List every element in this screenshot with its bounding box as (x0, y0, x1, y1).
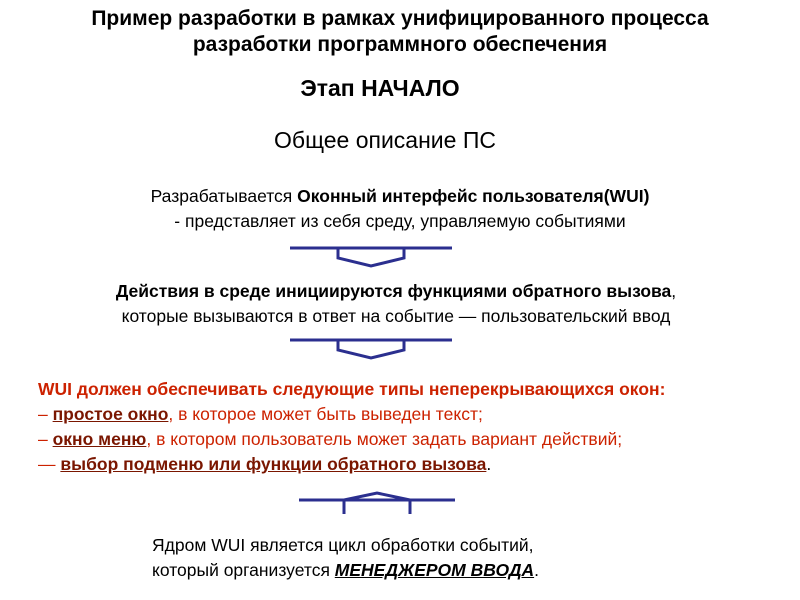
menu-window-term: окно меню (52, 429, 147, 449)
page-title (0, 6, 800, 58)
input-manager-line-2: который организуется МЕНЕДЖЕРОМ ВВОДА. (152, 560, 539, 580)
submenu-term: выбор подменю или функции обратного вызова (60, 454, 487, 474)
input-manager-text (152, 533, 712, 583)
wui-intro-line-1: Разрабатывается Оконный интерфейс пользователя(WUI) (150, 186, 650, 206)
title-line-2: разработки программного обеспечения (192, 33, 608, 56)
wui-intro-text (0, 184, 800, 234)
stage-heading: Этап НАЧАЛО (300, 75, 460, 101)
list-item: – простое окно, в которое может быть выведен текст; (38, 404, 483, 424)
wui-intro-line-2: - представляет из себя среду, управляемую событиями (174, 211, 626, 231)
window-types-list (38, 377, 778, 477)
wui-term: Оконный интерфейс пользователя(WUI) (297, 186, 650, 206)
title-line-1: Пример разработки в рамках унифицированного процесса (91, 7, 709, 30)
list-item: — выбор подменю или функции обратного вызова. (38, 454, 492, 474)
arrow-down-icon (290, 246, 452, 268)
arrow-down-icon (290, 338, 452, 360)
input-manager-line-1: Ядром WUI является цикл обработки событий, (152, 535, 534, 555)
description-heading: Общее описание ПС (274, 127, 496, 153)
simple-window-term: простое окно (52, 404, 169, 424)
window-types-heading: WUI должен обеспечивать следующие типы неперекрывающихся окон: (38, 379, 666, 399)
callback-text (0, 279, 792, 329)
callback-line-2: которые вызываются в ответ на событие — пользовательский ввод (121, 306, 671, 326)
list-item: – окно меню, в котором пользователь может задать вариант действий; (38, 429, 623, 449)
callback-line-1: Действия в среде инициируются функциями обратного вызова, (115, 281, 677, 301)
input-manager-term: МЕНЕДЖЕРОМ ВВОДА (334, 560, 535, 580)
arrow-up-icon (299, 490, 455, 516)
